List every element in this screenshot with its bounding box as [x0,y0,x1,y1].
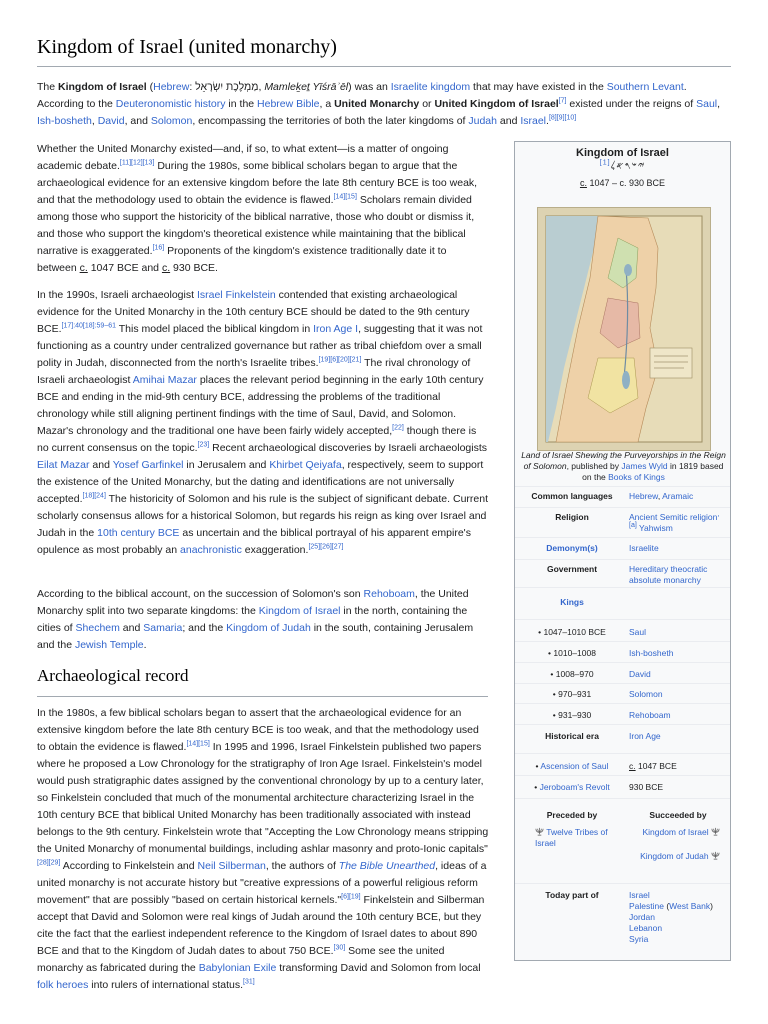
row-divider [515,537,730,538]
link-today-syria[interactable]: Syria [629,934,649,944]
link-samaria[interactable]: Samaria [143,622,183,634]
link-twelve-tribes-of-israel[interactable]: Twelve Tribes of Israel [535,827,608,848]
link-king-solomon[interactable]: Solomon [629,689,663,699]
kings-heading[interactable]: Kings [560,597,584,607]
link-hebrew-bible[interactable]: Hebrew Bible [257,98,320,110]
menorah-icon [535,827,544,836]
link-iron-age-i[interactable]: Iron Age I [313,323,359,335]
row-divider [515,775,730,776]
link-today-israel[interactable]: Israel [629,890,650,900]
transliteration: Mamleḵeṯ Yīśrāʾēl [264,81,349,93]
row-divider [515,486,730,487]
ref[interactable]: [11][12][13] [119,159,155,167]
row-divider [515,507,730,508]
link-babylonian-exile[interactable]: Babylonian Exile [198,962,277,974]
row-divider [515,662,730,663]
link-kingdom-of-judah[interactable]: Kingdom of Judah [226,622,311,634]
paragraph-archaeology: In the 1980s, a few biblical scholars began to assert that the archaeological evidence for an extensive kingdom before the late 8th century BCE is too weak, and that the methodology used to obtain the evidence is flawed.[14][15] In 1995 and 1996, Israel Finkelstein published two papers where he proposed a Low Chronology for the stratigraphy of Iron Age Israel. Finkelstein's model would push stratigraphic dates assigned by the conventional chronology by up to a century later, so Finkelstein concluded that much of the monumental architecture characterizing Israel in the 10th century BCE that biblical United Monarchy has been traditionally associated with instead belongs to the 9th century. Finkelstein wrote that "Accepting the Low Chronology means stripping the United Monarchy of monumental buildings, including ashlar masonry and proto-Ionic capitals"[28][29] According to Finkelstein and Neil Silberman, the authors of The Bible Unearthed, ideas of a united monarchy is not accurate history but "creative expressions of a powerful religious reform movement" that are possibly "based on certain historical kernels."[6][19] Finkelstein and Silberman accept that David and Solomon were real kings of Judah around the 10th century BCE, but they cite the fact that the earliest independent reference to the Kingdom of Israel dates to about 890 BCE and that to the Kingdom of Judah dates to about 750 BCE.[30] Some see the united monarchy as fabricated during the Babylonian Exile transforming David and Solomon from local folk heroes into rulers of international status.[31] [37,707,489,991]
map-illustration [538,208,710,450]
link-amihai-mazar[interactable]: Amihai Mazar [132,374,197,386]
infobox-dates: c. 1047 – c. 930 BCE [579,178,666,188]
ref[interactable]: [14][15] [186,740,210,748]
link-khirbet-qeiyafa[interactable]: Khirbet Qeiyafa [269,459,342,471]
link-shechem[interactable]: Shechem [75,622,120,634]
paragraph-chronology: In the 1990s, Israeli archaeologist Israel Finkelstein contended that existing archaeological evidence for the United Monarchy in the 10th century BCE should be dated to the 9th century BCE.$^{[17]:40[18]:59-61}$ This model placed the biblical kingdom in Iron Age I, suggesting that it was not functioning as a country under centralized governance but rather as tribal chiefdom over a small polity in Judah, disconnected from the north's Israelite tribes.[19][6][20][21] The rival chronology of Israeli archaeologist Amihai Mazar places the relevant period beginning in the early 10th century BCE and ending in the mid-9th century BCE, addressing the problems of the traditional chronology while still aligning pertinent findings with the time of Saul, David, and Solomon. Mazar's chronology and the traditional one have been fairly widely accepted,[22] though there is no current consensus on the topic.[23] Recent archaeological discoveries by Israeli archaeologists Eilat Mazar and Yosef Garfinkel in Jerusalem and Khirbet Qeiyafa, respectively, seem to support the existence of the United Monarchy, but the dating and identifications are not universally accepted.[18][24] The historicity of Solomon and his rule is the subject of significant debate. Current scholarly consensus allows for a historical Solomon, but regards his reign as king over Israel and Judah in the 10th century BCE as uncertain and the biblical portrayal of his apparent empire's opulence as most probably an anachronistic exaggeration.[25][26][27] [37,289,488,556]
row-divider [515,753,730,754]
row-divider [515,587,730,588]
row-divider [515,798,730,799]
historic-map-image[interactable] [537,207,711,451]
link-israel[interactable]: Israel [520,115,547,127]
ref[interactable]: [14][15] [333,193,357,201]
link-neil-silberman[interactable]: Neil Silberman [197,860,266,872]
map-caption: Land of Israel Shewing the Purveyorships in the Reign of Solomon, published by James Wyld in 1819 based on the Books of Kings [521,450,726,482]
ref[interactable]: [8][9][10] [548,114,577,122]
link-king-david[interactable]: David [629,669,651,679]
link-jeroboams-revolt[interactable]: Jeroboam's Revolt [539,782,610,792]
intro-paragraph: The Kingdom of Israel (Hebrew: מַמְלֶכֶת יִשְׂרָאֵל, Mamleḵeṯ Yīśrāʾēl) was an Israelite kingdom that may have existed in the Southern Levant. According to the Deuteronomistic history in the Hebrew Bible, a United Monarchy or United Kingdom of Israel[7] existed under the reigns of Saul, Ish-bosheth, David, and Solomon, encompassing the territories of both the later kingdoms of Judah and Israel.[8][9][10] [37,81,721,127]
link-israel-finkelstein[interactable]: Israel Finkelstein [196,289,276,301]
link-today-palestine[interactable]: Palestine [629,901,664,911]
row-divider [515,703,730,704]
link-ish-bosheth[interactable]: Ish-bosheth [37,115,92,127]
menorah-icon [711,851,720,860]
row-divider [515,559,730,560]
link-books-of-kings[interactable]: Books of Kings [608,472,665,482]
row-divider [515,883,730,884]
link-kingdom-of-israel[interactable]: Kingdom of Israel [258,605,341,617]
infobox: Kingdom of Israel 𐤉𐤔𐤓𐤀𐤋[1] c. 1047 – c. 930 BCE Land of Israel Shewing the Purveyorships in the Reign of Solomon, published by James Wyld in 1819 based on the Books of Kings Common languages Hebrew, Aramaic Religion Ancient Semitic religion$^{,[a]}$ Yahwism Demonym(s) Israelite Government Hereditary theocratic absolute monarchy Kings • 1047–1010 BCE Saul • 1010–1008 Ish-bosheth • 1008–970 David • 970–931 Solomon • 931–930 Rehoboam Historical era Iron Age • Ascension of Saul c. 1047 BCE • Jeroboam's Revolt 930 BCE Preceded by Succeeded by Twelve Tribes of Israel Kingdom of Israel Kingdom of Judah Today part of Israel Palestine (West Bank) Jordan Lebanon Syria [514,141,731,961]
link-israelite-kingdom[interactable]: Israelite kingdom [390,81,471,93]
link-southern-levant[interactable]: Southern Levant [606,81,684,93]
link-solomon[interactable]: Solomon [150,115,193,127]
link-saul[interactable]: Saul [696,98,718,110]
link-hebrew-lang[interactable]: Hebrew [629,491,658,501]
link-10th-century-bce[interactable]: 10th century BCE [97,527,180,539]
link-rehoboam[interactable]: Rehoboam [363,588,415,600]
section-heading-archaeological-record: Archaeological record [37,666,189,685]
row-divider [515,619,730,620]
ref[interactable]: [6][19] [341,893,361,901]
row-divider [515,641,730,642]
link-israelite[interactable]: Israelite [629,543,659,553]
ref[interactable]: [31] [243,978,255,986]
hebrew-text: מַמְלֶכֶת יִשְׂרָאֵל [195,81,259,93]
ref[interactable]: [30] [333,944,346,952]
link-folk-heroes[interactable]: folk heroes [37,979,89,991]
link-jewish-temple[interactable]: Jewish Temple [74,639,144,651]
bold-kingdom: Kingdom of Israel [58,81,147,93]
link-today-lebanon[interactable]: Lebanon [629,923,663,933]
infobox-title: Kingdom of Israel [576,147,669,159]
link-the-bible-unearthed[interactable]: The Bible Unearthed [338,860,436,872]
link-ascension-of-saul[interactable]: Ascension of Saul [540,761,609,771]
link-james-wyld[interactable]: James Wyld [621,461,668,471]
ref[interactable]: [17]:40[18]:59–61 [61,322,117,330]
link-eilat-mazar[interactable]: Eilat Mazar [37,459,90,471]
menorah-icon [711,827,720,836]
title-divider [37,66,731,67]
link-king-rehoboam[interactable]: Rehoboam [629,710,671,720]
link-ancient-semitic-religion[interactable]: Ancient Semitic religion [629,512,718,522]
link-king-saul[interactable]: Saul [629,627,647,637]
link-deuteronomistic-history[interactable]: Deuteronomistic history [115,98,226,110]
link-judah[interactable]: Judah [468,115,497,127]
link-yosef-garfinkel[interactable]: Yosef Garfinkel [112,459,184,471]
link-today-west-bank[interactable]: West Bank [669,901,711,911]
link-king-ish-bosheth[interactable]: Ish-bosheth [629,648,674,658]
link-successor-kingdom-of-israel[interactable]: Kingdom of Israel [642,827,709,837]
link-hebrew[interactable]: Hebrew [153,81,190,93]
infobox-script: 𐤉𐤔𐤓𐤀𐤋[1] [599,159,646,172]
ref[interactable]: [18][24] [82,492,106,500]
link-david[interactable]: David [97,115,125,127]
paragraph-split: According to the biblical account, on the succession of Solomon's son Rehoboam, the United Monarchy split into two separate kingdoms: the Kingdom of Israel in the north, containing the cities of Shechem and Samaria; and the Kingdom of Judah in the south, containing Jerusalem and the Jewish Temple. [37,588,474,651]
section-divider [37,696,488,697]
link-anachronistic[interactable]: anachronistic [180,544,242,556]
link-government-type[interactable]: Hereditary theocratic absolute monarchy [629,564,708,585]
link-today-jordan[interactable]: Jordan [629,912,655,922]
ref[interactable]: [28][29] [37,859,61,867]
page-title: Kingdom of Israel (united monarchy) [37,36,337,58]
ref[interactable]: [22] [392,424,404,432]
ref[interactable]: [19][6][20][21] [318,356,362,364]
link-yahwism[interactable]: Yahwism [636,523,673,533]
ref[interactable]: [16] [152,244,165,252]
ref[interactable]: [25][26][27] [308,543,344,551]
row-divider [515,683,730,684]
link-iron-age[interactable]: Iron Age [629,731,661,741]
ref[interactable]: [7] [558,97,567,105]
link-aramaic[interactable]: Aramaic [662,491,694,501]
row-divider [515,724,730,725]
link-successor-kingdom-of-judah[interactable]: Kingdom of Judah [640,851,709,861]
paragraph-debate: Whether the United Monarchy existed—and, if so, to what extent—is a matter of ongoing academic debate.[11][12][13] During the 1980s, some biblical scholars began to argue that the archaeological evidence for an extensive kingdom before the late 8th century BCE is too weak, and that the methodology used to obtain the evidence is flawed.[14][15] Scholars remain divided among those who support the historicity of the biblical narrative, those who doubt or dismiss it, and those who support the kingdom's theoretical existence while maintaining that the biblical narrative is exaggerated.[16] Proponents of the kingdom's existence traditionally date it to between c. 1047 BCE and c. 930 BCE. [37,143,478,274]
ref[interactable]: [23] [197,441,210,449]
